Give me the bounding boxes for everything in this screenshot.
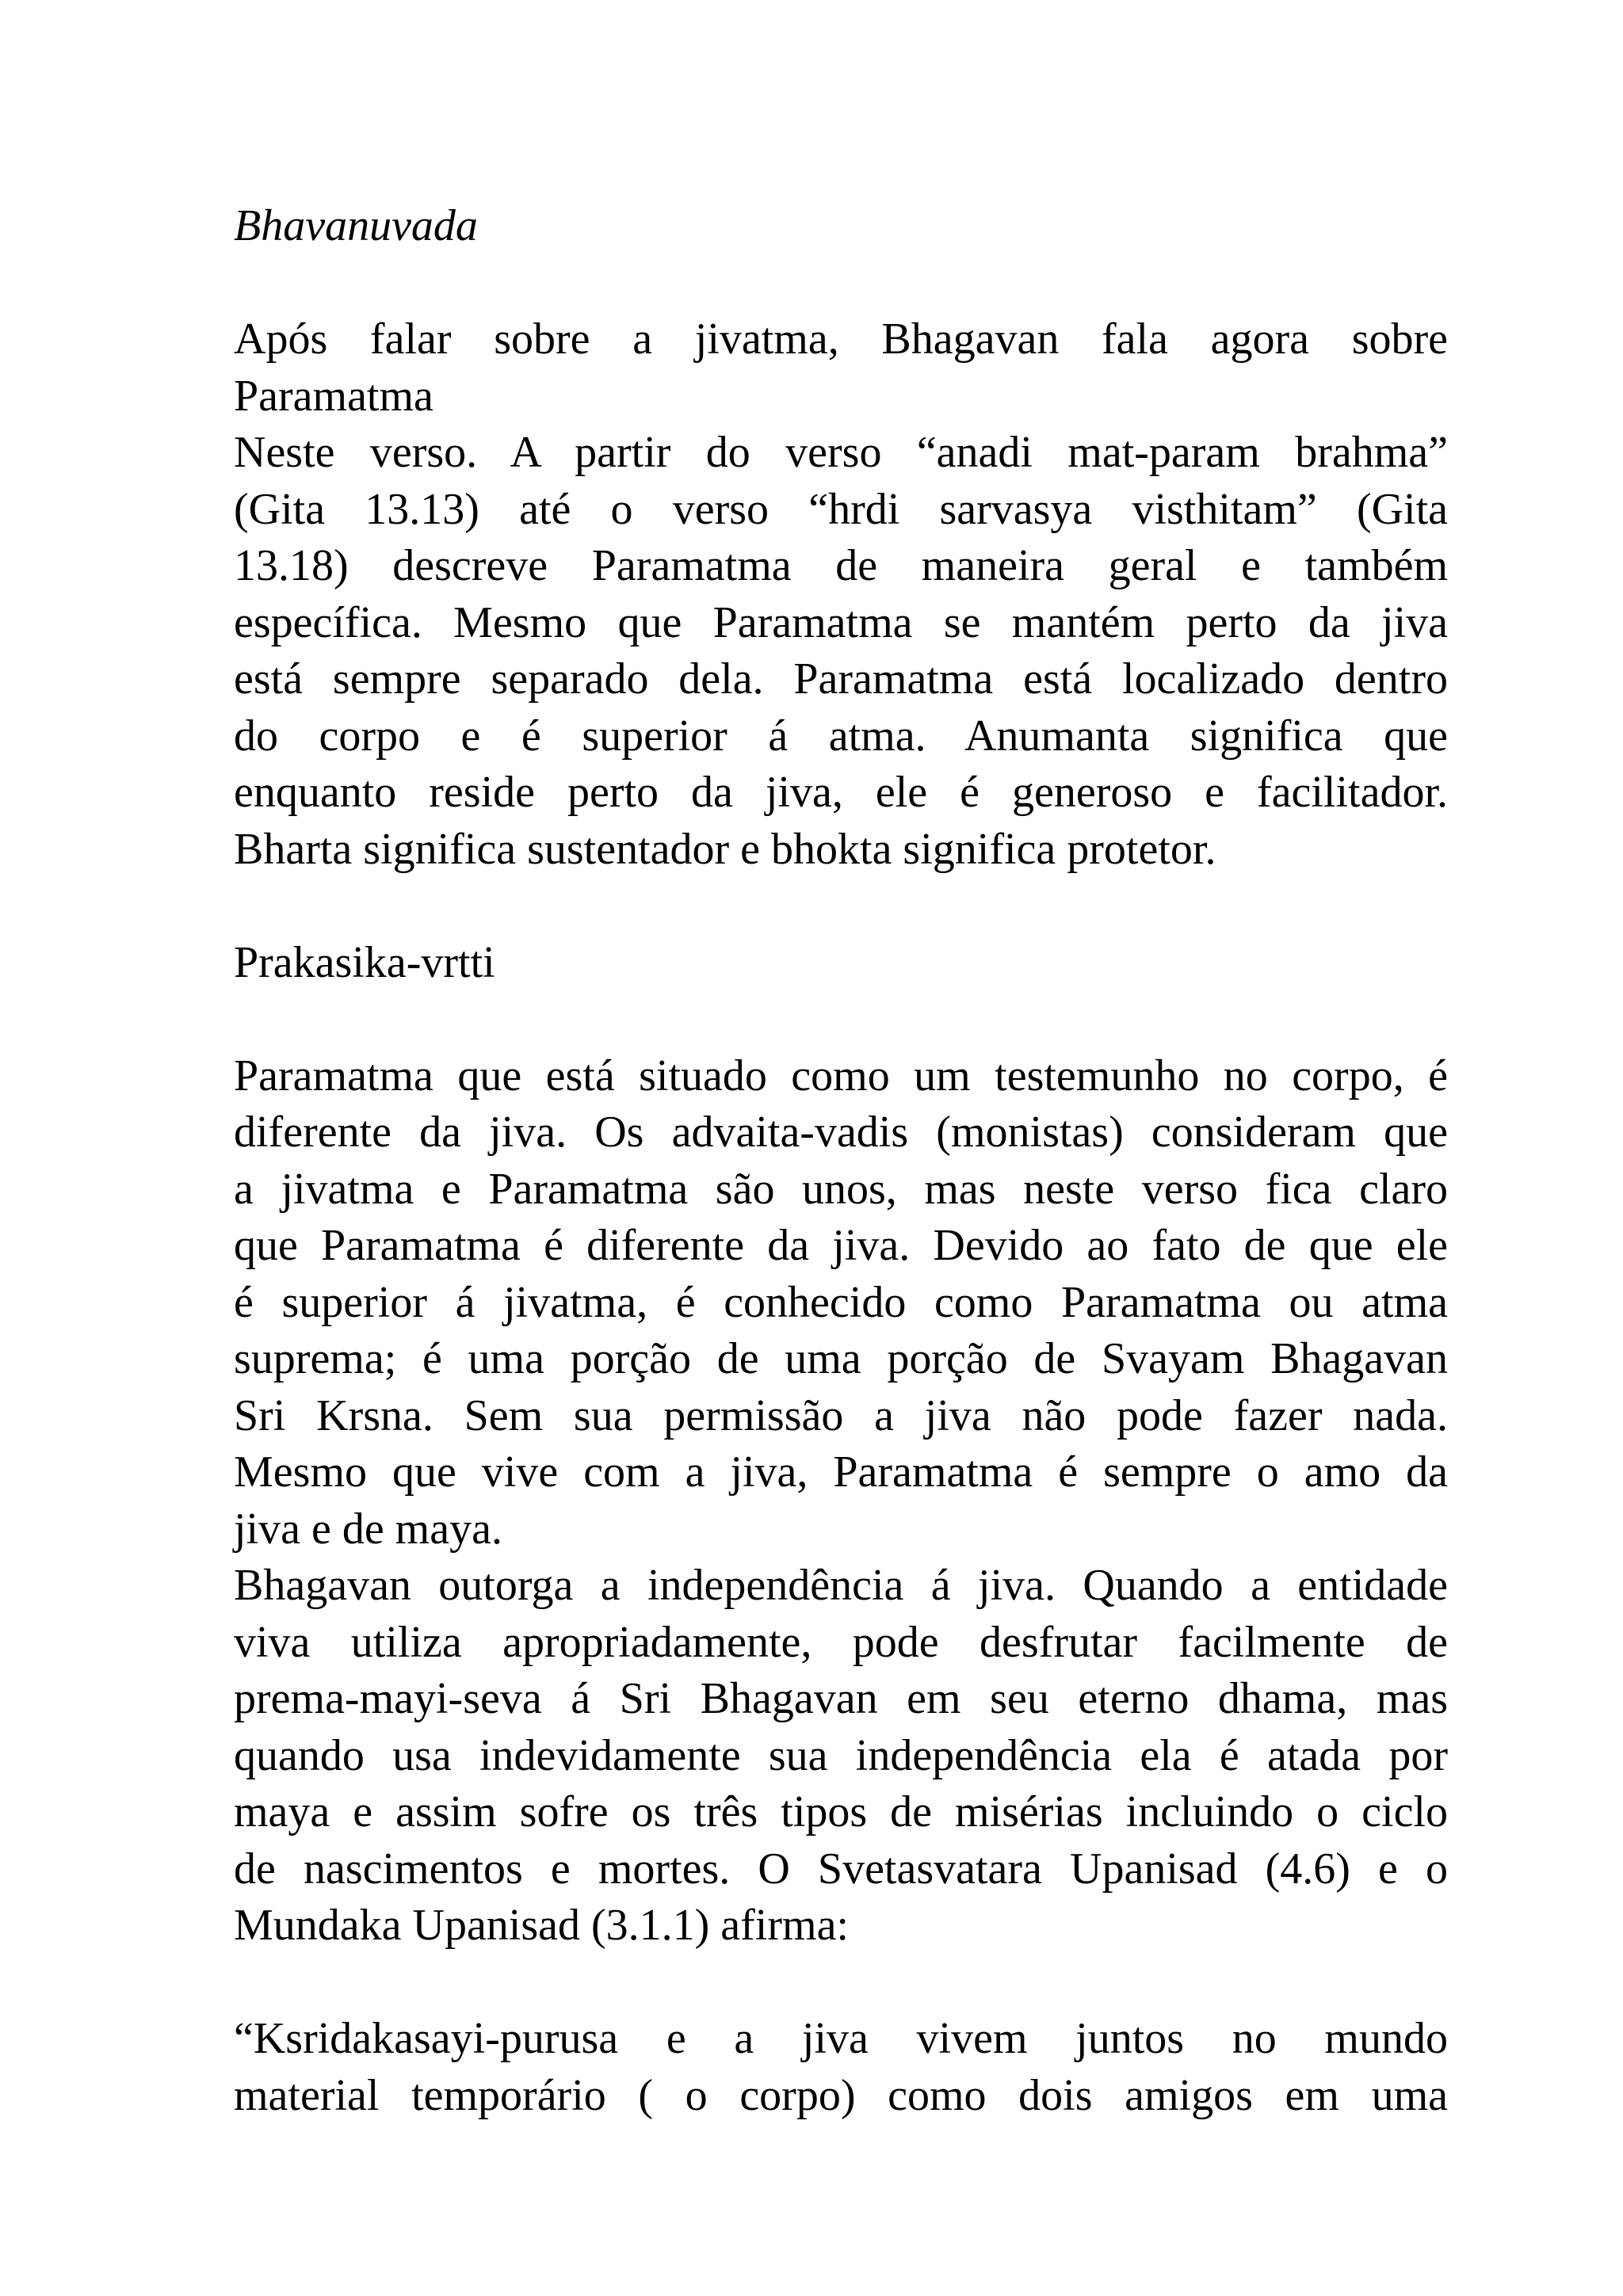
- page-content: [234, 198, 1448, 2124]
- text-line: é superior á jivatma, é conhecido como Paramatma ou atma: [234, 1277, 1448, 1327]
- text-line: Neste verso. A partir do verso “anadi mat-param brahma”: [234, 428, 1448, 477]
- text-line: a jivatma e Paramatma são unos, mas neste verso fica claro: [234, 1164, 1448, 1214]
- spacer: [234, 255, 1448, 312]
- text-line: Paramatma: [234, 371, 433, 421]
- text-line: que Paramatma é diferente da jiva. Devido ao fato de que ele: [234, 1221, 1448, 1270]
- text-line: diferente da jiva. Os advaita-vadis (monistas) consideram que: [234, 1108, 1448, 1157]
- spacer: [234, 991, 1448, 1048]
- section-heading-prakasika-vrtti: Prakasika-vrtti: [234, 937, 495, 987]
- text-line: viva utiliza apropriadamente, pode desfrutar facilmente de: [234, 1617, 1448, 1667]
- paragraph-intro: [234, 311, 1448, 425]
- text-line: Bharta significa sustentador e bhokta significa protetor.: [234, 824, 1216, 874]
- section-heading-bhavanuvada: Bhavanuvada: [234, 201, 478, 250]
- paragraph-quote: [234, 2011, 1448, 2124]
- text-line: de nascimentos e mortes. O Svetasvatara Upanisad (4.6) e o: [234, 1844, 1448, 1894]
- text-line: prema-mayi-seva á Sri Bhagavan em seu eterno dhama, mas: [234, 1674, 1448, 1723]
- text-line: Bhagavan outorga a independência á jiva. Quando a entidade: [234, 1561, 1448, 1610]
- text-line: jiva e de maya.: [234, 1504, 502, 1554]
- text-line: está sempre separado dela. Paramatma está localizado dentro: [234, 654, 1448, 704]
- spacer: [234, 878, 1448, 935]
- text-line: específica. Mesmo que Paramatma se mantém perto da jiva: [234, 597, 1448, 647]
- text-line: (Gita 13.13) até o verso “hrdi sarvasya visthitam” (Gita: [234, 484, 1448, 534]
- text-line: enquanto reside perto da jiva, ele é generoso e facilitador.: [234, 768, 1448, 817]
- paragraph-paramatma-witness: [234, 1048, 1448, 1558]
- text-line: Paramatma que está situado como um testemunho no corpo, é: [234, 1051, 1448, 1100]
- text-line: do corpo e é superior á atma. Anumanta significa que: [234, 711, 1448, 761]
- text-line: maya e assim sofre os três tipos de misérias incluindo o ciclo: [234, 1787, 1448, 1836]
- text-line: Após falar sobre a jivatma, Bhagavan fala agora sobre: [234, 315, 1448, 364]
- text-line: Mesmo que vive com a jiva, Paramatma é sempre o amo da: [234, 1447, 1448, 1497]
- paragraph-bhavanuvada-body: [234, 425, 1448, 878]
- text-line: 13.18) descreve Paramatma de maneira geral e também: [234, 541, 1448, 590]
- text-line: Mundaka Upanisad (3.1.1) afirma:: [234, 1901, 849, 1950]
- text-line: material temporário ( o corpo) como dois amigos em uma: [234, 2070, 1448, 2120]
- text-line: suprema; é uma porção de uma porção de Svayam Bhagavan: [234, 1334, 1448, 1383]
- text-line: quando usa indevidamente sua independência ela é atada por: [234, 1730, 1448, 1780]
- spacer: [234, 1955, 1448, 2012]
- paragraph-independence: [234, 1558, 1448, 1955]
- text-line: Sri Krsna. Sem sua permissão a jiva não pode fazer nada.: [234, 1390, 1448, 1440]
- text-line: “Ksridakasayi-purusa e a jiva vivem juntos no mundo: [234, 2014, 1448, 2063]
